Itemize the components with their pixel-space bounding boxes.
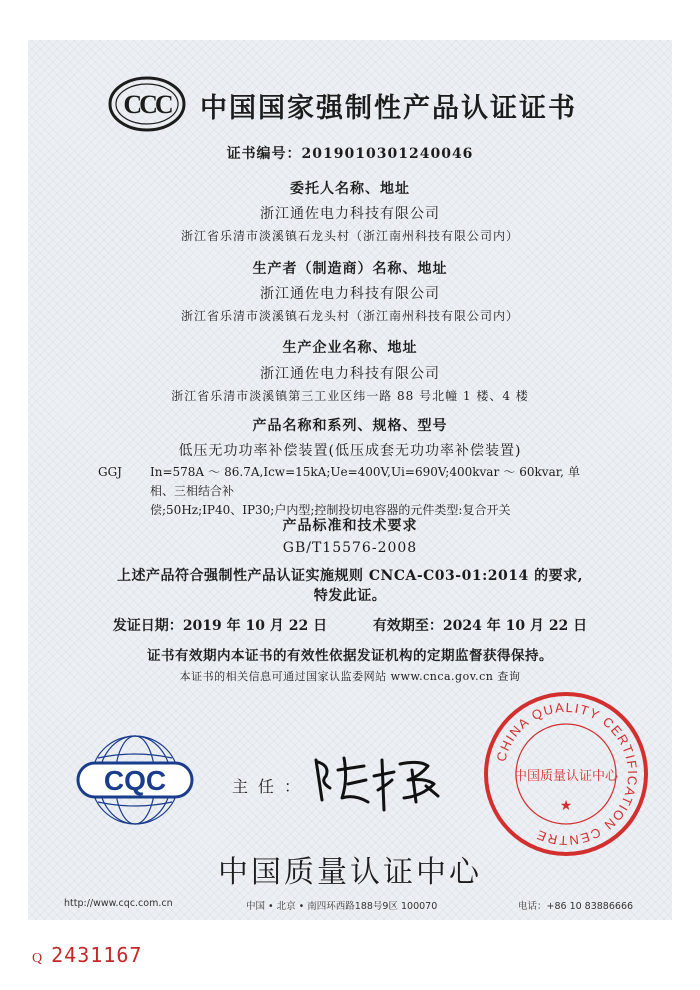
director-signature [308, 740, 458, 820]
seal-inner-text: 中国质量认证中心 [513, 769, 619, 784]
product-heading: 产品名称和系列、规格、型号 [252, 418, 448, 434]
applicant-name: 浙江通佐电力科技有限公司 [260, 206, 440, 222]
factory-heading: 生产企业名称、地址 [282, 340, 418, 356]
director-label: 主任： [232, 777, 311, 796]
certification-seal [482, 690, 650, 858]
expiry-date-label: 有效期至： [372, 618, 443, 634]
issue-date: 2019 年 10 月 22 日 [182, 618, 328, 634]
ccc-logo-text: CCC [123, 90, 171, 119]
seal-outer-text: CHINA QUALITY CERTIFICATION CENTRE [493, 699, 641, 849]
product-spec-line-1: In=578A～86.7A,Icw=15kA;Ue=400V,Ui=690V;400kvar～60kvar,单相、三相结合补 [150, 465, 580, 498]
cqc-logo-text: CQC [103, 765, 167, 796]
certificate-number: 证书编号：2019010301240046 [226, 146, 474, 162]
manufacturer-heading: 生产者（制造商）名称、地址 [252, 261, 448, 277]
dates-row [28, 615, 672, 635]
serial-number [32, 943, 142, 967]
certificate-title: 中国国家强制性产品认证证书 [200, 93, 577, 124]
conformity-line-2: 特发此证。 [313, 588, 387, 604]
product-spec [98, 463, 580, 520]
product-spec-line-2: 偿;50Hz;IP40、IP30;户内型;控制投切电容器的元件类型:复合开关 [150, 503, 511, 517]
factory-name: 浙江通佐电力科技有限公司 [260, 366, 440, 382]
serial-value: 2431167 [51, 943, 143, 967]
expiry-date: 2024 年 10 月 22 日 [442, 618, 588, 634]
footer-phone: 电话：+86 10 83886666 [518, 901, 634, 912]
serial-prefix: Q [32, 951, 44, 966]
conformity-statement [28, 566, 672, 606]
cqc-logo [70, 730, 200, 830]
conformity-line-1: 上述产品符合强制性产品认证实施规则 CNCA-C03-01:2014 的要求, [117, 568, 583, 584]
applicant-address: 浙江省乐清市淡溪镇石龙头村（浙江南州科技有限公司内） [180, 229, 519, 243]
footer-website: http://www.cqc.com.cn [64, 898, 173, 909]
applicant-heading: 委托人名称、地址 [290, 181, 410, 197]
info-note: 本证书的相关信息可通过国家认监委网站 www.cnca.gov.cn 查询 [179, 670, 521, 683]
standard-heading: 产品标准和技术要求 [282, 518, 418, 534]
manufacturer-address: 浙江省乐清市淡溪镇石龙头村（浙江南州科技有限公司内） [180, 309, 519, 323]
standard-value: GB/T15576-2008 [282, 540, 418, 556]
seal-star-icon: ★ [559, 798, 573, 814]
footer-address: 中国 • 北京 • 南四环西路188号9区 100070 [246, 901, 438, 912]
factory-address: 浙江省乐清市淡溪镇第三工业区纬一路 88 号北幢 1 楼、4 楼 [171, 389, 529, 403]
product-name: 低压无功功率补偿装置(低压成套无功功率补偿装置) [178, 443, 522, 459]
ccc-logo [108, 76, 186, 132]
product-spec-prefix: GGJ [98, 465, 122, 479]
organization-name: 中国质量认证中心 [218, 855, 482, 890]
manufacturer-name: 浙江通佐电力科技有限公司 [260, 286, 440, 302]
issue-date-label: 发证日期： [112, 618, 183, 634]
validity-note: 证书有效期内本证书的有效性依据发证机构的定期监督获得保持。 [147, 648, 553, 664]
